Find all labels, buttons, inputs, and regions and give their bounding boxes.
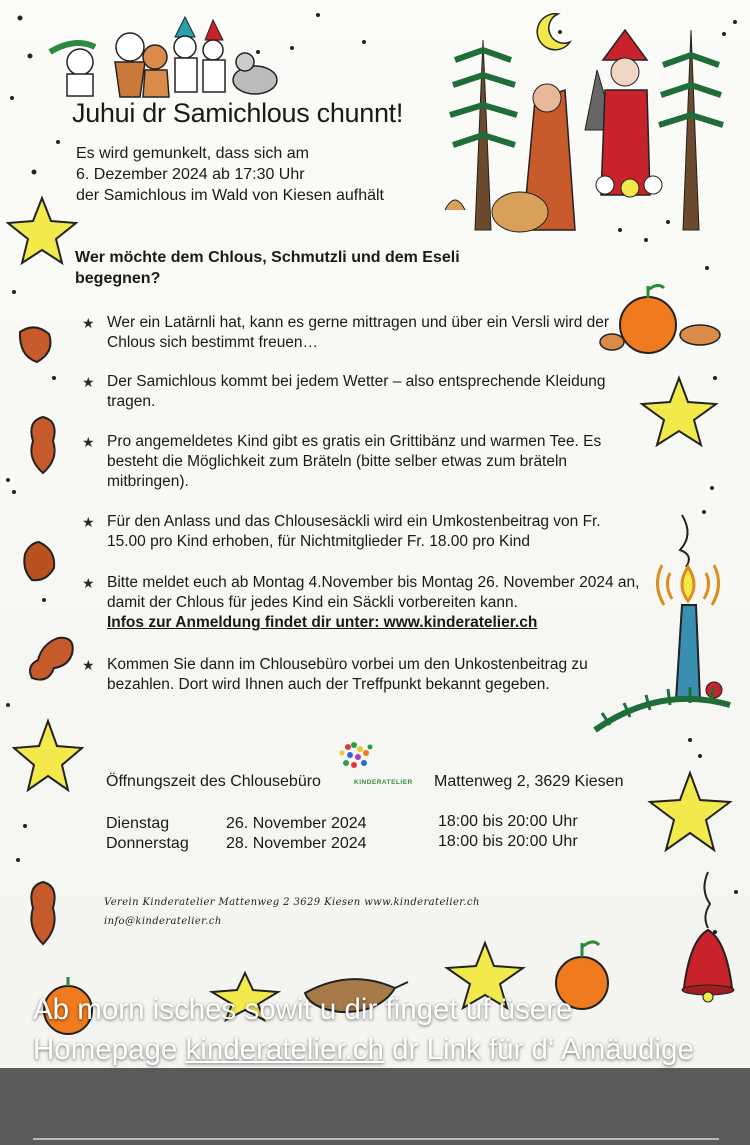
intro-line: der Samichlous im Wald von Kiesen aufhält <box>76 187 384 204</box>
schedule-time: 18:00 bis 20:00 Uhr <box>438 813 578 830</box>
story-caption <box>33 990 723 1070</box>
footer-email-line: info@kinderatelier.ch <box>104 916 222 927</box>
bullet-text: Bitte meldet euch ab Montag 4.November bis Montag 26. November 2024 an, damit der Chlous für jedes Kind ein Säckli vorbereiten kann. <box>107 574 640 611</box>
question-heading: Wer möchte dem Chlous, Schmutzli und dem Eseli begegnen? <box>75 249 460 287</box>
caption-text-end: dr Link für d‘ Amäudige <box>383 1033 694 1066</box>
office-address: Mattenweg 2, 3629 Kiesen <box>434 773 624 790</box>
home-indicator[interactable] <box>33 1138 719 1140</box>
star-bullet-icon: ★ <box>82 434 95 450</box>
kinderatelier-logo <box>336 737 432 789</box>
bullet-text: Der Samichlous kommt bei jedem Wetter – also entsprechende Kleidung tragen. <box>107 373 606 410</box>
star-bullet-icon: ★ <box>82 315 95 331</box>
caption-background <box>0 1068 750 1145</box>
intro-line: 6. Dezember 2024 ab 17:30 Uhr <box>76 166 305 183</box>
star-bullet-icon: ★ <box>82 657 95 673</box>
schedule-day: Donnerstag <box>106 835 189 852</box>
registration-info-link[interactable]: Infos zur Anmeldung findet dir unter: www.kinderatelier.ch <box>107 614 538 631</box>
schedule-date: 28. November 2024 <box>226 835 367 852</box>
logo-wordmark: KINDERATELIER <box>354 779 413 786</box>
intro-text <box>76 143 384 206</box>
star-bullet-icon: ★ <box>82 374 95 390</box>
bullet-text: Pro angemeldetes Kind gibt es gratis ein Grittibänz und warmen Tee. Es besteht die Möglichkeit zum Bräteln (bitte selber etwas zum bräteln mitbringen). <box>107 433 602 490</box>
star-bullet-icon: ★ <box>82 575 95 591</box>
caption-text: Ab morn isches sowit u dir finget uf üsere Homepage <box>33 993 573 1066</box>
bullet-text: Für den Anlass und das Chlousesäckli wird ein Umkostenbeitrag von Fr. 15.00 pro Kind erhoben, für Nichtmitglieder Fr. 18.00 pro Kind <box>107 513 601 550</box>
office-hours-label: Öffnungszeit des Chlousebüro <box>106 773 321 790</box>
intro-line: Es wird gemunkelt, dass sich am <box>76 145 309 162</box>
club-footer <box>104 893 480 931</box>
flyer-title: Juhui dr Samichlous chunnt! <box>72 98 404 128</box>
bullet-text: Kommen Sie dann im Chlousebüro vorbei um den Unkostenbeitrag zu bezahlen. Dort wird Ihnen auch der Treffpunkt bekannt gegeben. <box>107 656 588 693</box>
footer-address-line: Verein Kinderatelier Mattenweg 2 3629 Kiesen www.kinderatelier.ch <box>104 897 480 908</box>
caption-link[interactable]: kinderatelier.ch <box>185 1033 384 1066</box>
schedule-date: 26. November 2024 <box>226 815 367 832</box>
schedule-time: 18:00 bis 20:00 Uhr <box>438 833 578 850</box>
star-bullet-icon: ★ <box>82 514 95 530</box>
schedule-day: Dienstag <box>106 815 170 832</box>
bullet-content <box>107 573 642 633</box>
bullet-text: Wer ein Latärnli hat, kann es gerne mittragen und über ein Versli wird der Chlous sich bestimmt freuen… <box>107 314 610 351</box>
